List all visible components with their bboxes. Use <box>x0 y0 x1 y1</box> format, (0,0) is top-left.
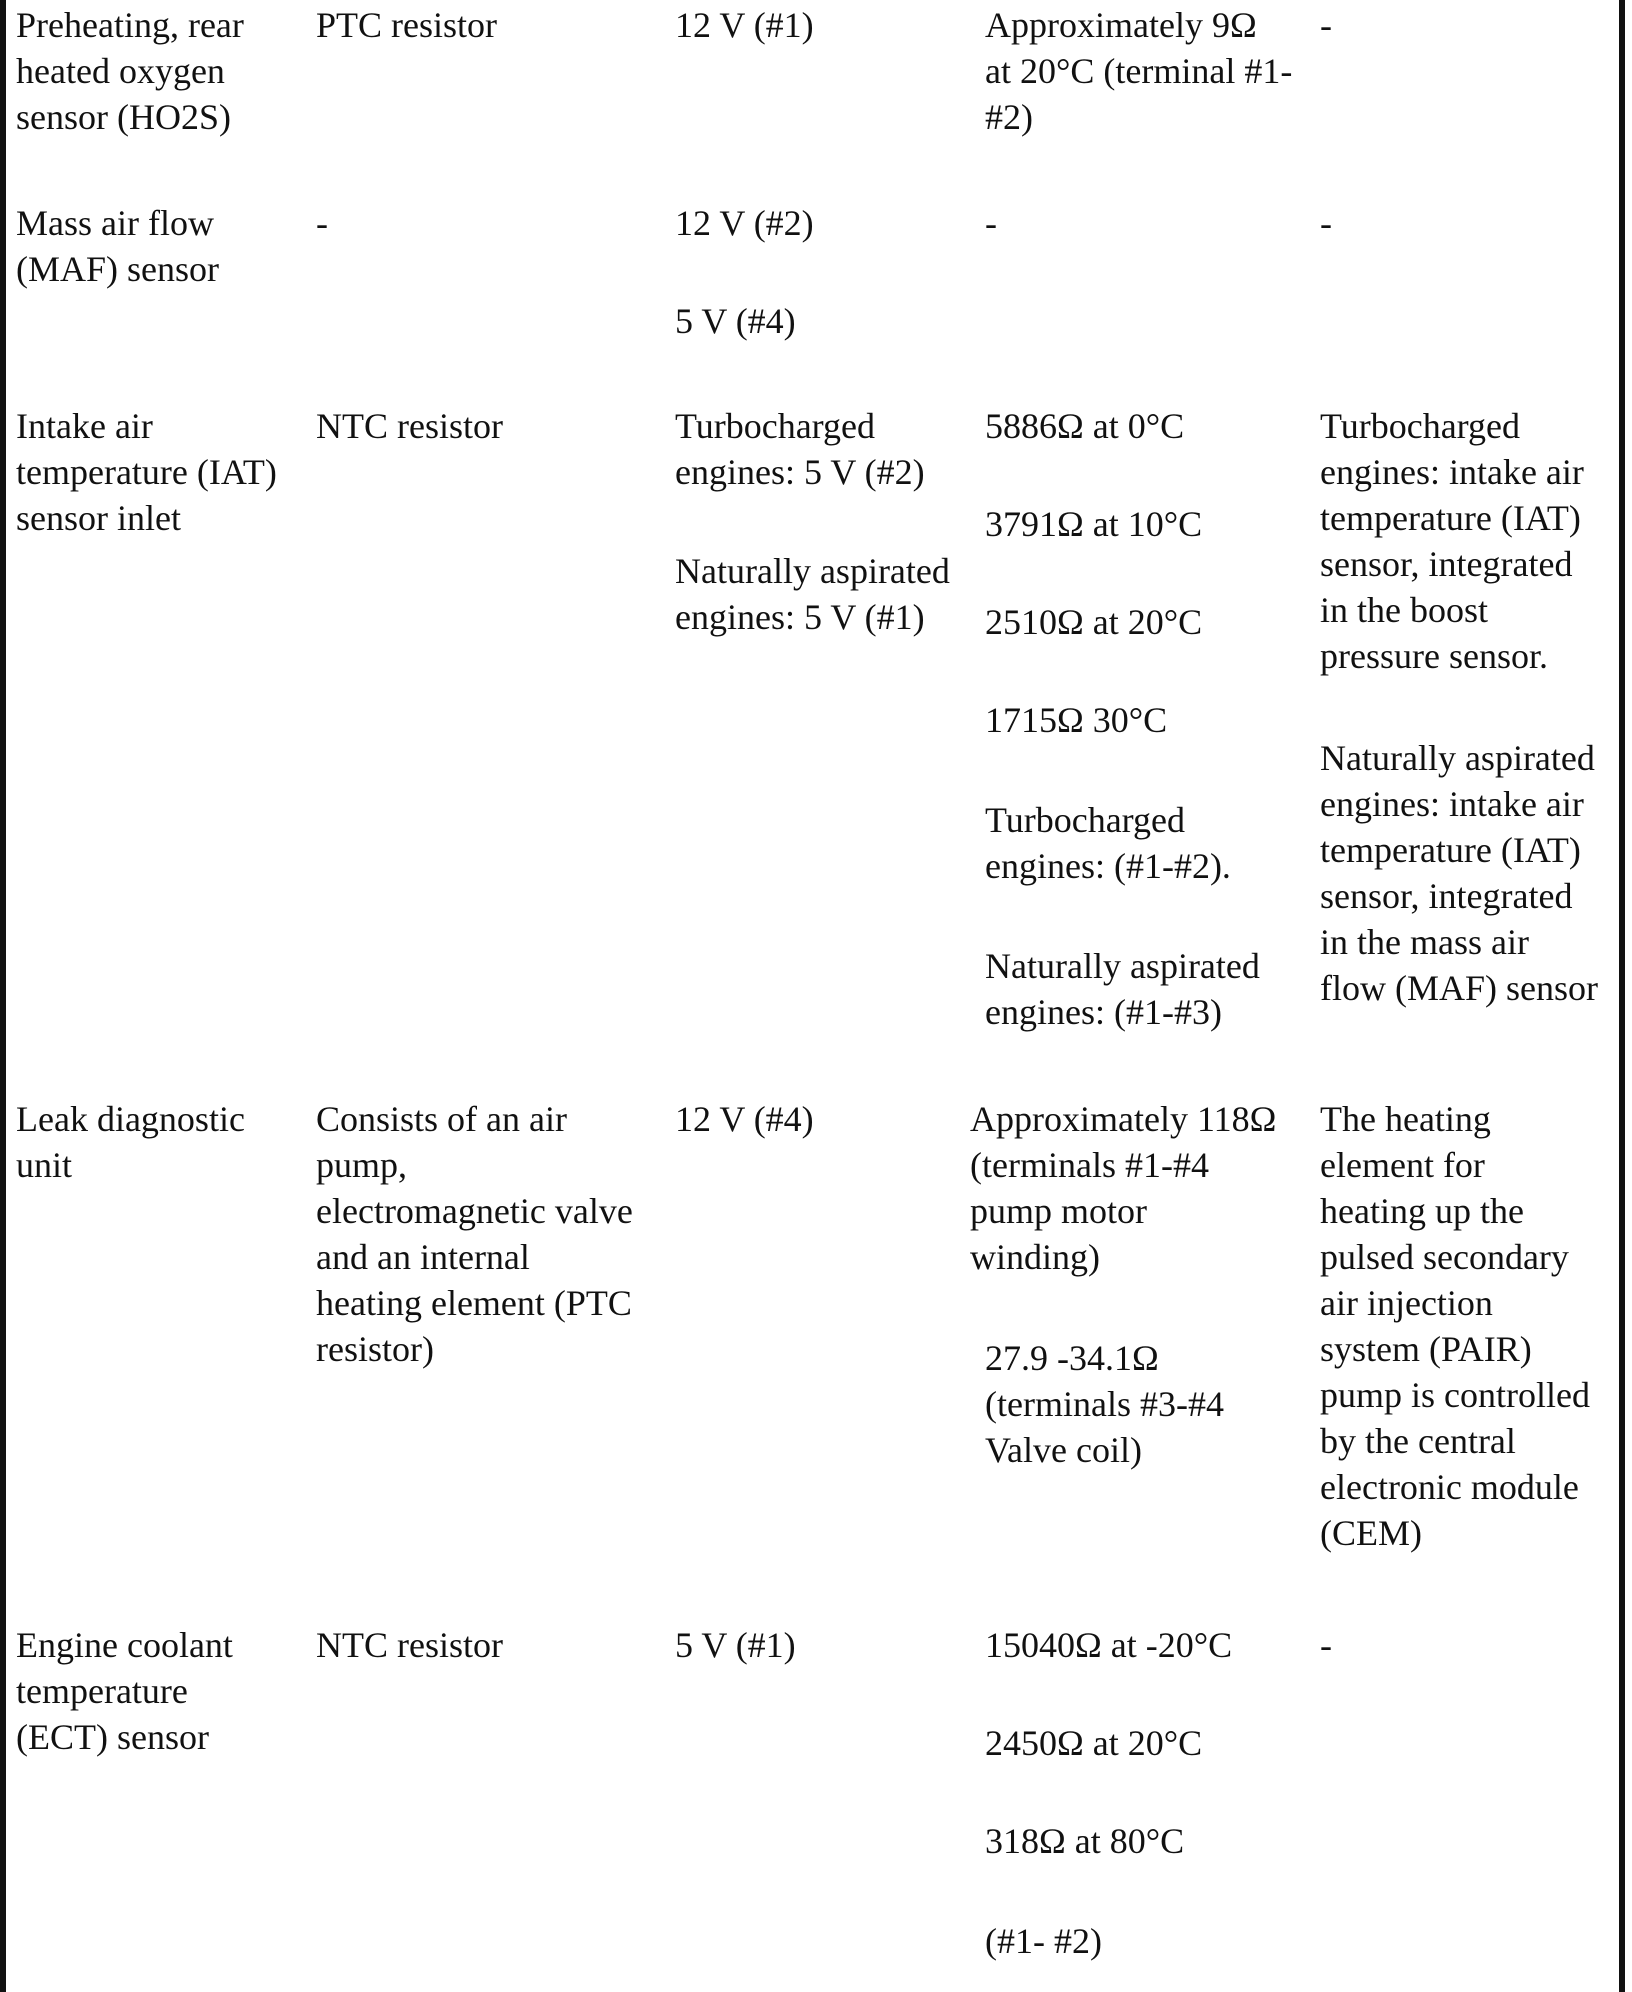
resistance-cell: Turbocharged engines: (#1-#2). <box>985 800 1231 886</box>
component-cell: Preheating, rear heated oxygen sensor (HO2S) <box>16 5 244 137</box>
remarks-cell: - <box>1320 1625 1332 1665</box>
remarks-cell: Turbocharged engines: intake air temperature (IAT) sensor, integrated in the boost pressure sensor. <box>1320 406 1584 676</box>
resistance-cell: 3791Ω at 10°C <box>985 504 1203 544</box>
component-cell: Leak diagnostic unit <box>16 1099 245 1185</box>
remarks-cell: The heating element for heating up the pulsed secondary air injection system (PAIR) pump is controlled by the central electronic module (CEM) <box>1320 1099 1590 1553</box>
resistance-cell: (#1- #2) <box>985 1921 1102 1961</box>
voltage-cell: 5 V (#1) <box>675 1625 796 1665</box>
voltage-cell: 12 V (#2) <box>675 203 814 243</box>
resistance-cell: 27.9 -34.1Ω (terminals #3-#4 Valve coil) <box>985 1338 1224 1470</box>
remarks-cell: - <box>1320 5 1332 45</box>
resistance-cell: 2450Ω at 20°C <box>985 1723 1203 1763</box>
remarks-cell: Naturally aspirated engines: intake air temperature (IAT) sensor, integrated in the mass air flow (MAF) sensor <box>1320 738 1598 1008</box>
resistance-cell: 15040Ω at -20°C <box>985 1625 1233 1665</box>
voltage-cell: 5 V (#4) <box>675 301 796 341</box>
resistance-cell: 2510Ω at 20°C <box>985 602 1203 642</box>
type-cell: NTC resistor <box>316 406 503 446</box>
component-cell: Mass air flow (MAF) sensor <box>16 203 219 289</box>
voltage-cell: 12 V (#1) <box>675 5 814 45</box>
type-cell: - <box>316 203 328 243</box>
resistance-cell: 318Ω at 80°C <box>985 1821 1185 1861</box>
resistance-cell: 1715Ω 30°C <box>985 700 1168 740</box>
resistance-cell: Approximately 9Ω at 20°C (terminal #1- #2) <box>985 5 1293 137</box>
resistance-cell: Approximately 118Ω (terminals #1-#4 pump motor winding) <box>970 1099 1277 1277</box>
type-cell: PTC resistor <box>316 5 498 45</box>
voltage-cell: Turbocharged engines: 5 V (#2) <box>675 406 925 492</box>
resistance-cell: Naturally aspirated engines: (#1-#3) <box>985 946 1260 1032</box>
remarks-cell: - <box>1320 203 1332 243</box>
voltage-cell: Naturally aspirated engines: 5 V (#1) <box>675 551 950 637</box>
component-cell: Intake air temperature (IAT) sensor inlet <box>16 406 277 538</box>
type-cell: Consists of an air pump, electromagnetic valve and an internal heating element (PTC resistor) <box>316 1099 633 1369</box>
resistance-cell: 5886Ω at 0°C <box>985 406 1185 446</box>
voltage-cell: 12 V (#4) <box>675 1099 814 1139</box>
type-cell: NTC resistor <box>316 1625 503 1665</box>
component-cell: Engine coolant temperature (ECT) sensor <box>16 1625 233 1757</box>
resistance-cell: - <box>985 203 997 243</box>
